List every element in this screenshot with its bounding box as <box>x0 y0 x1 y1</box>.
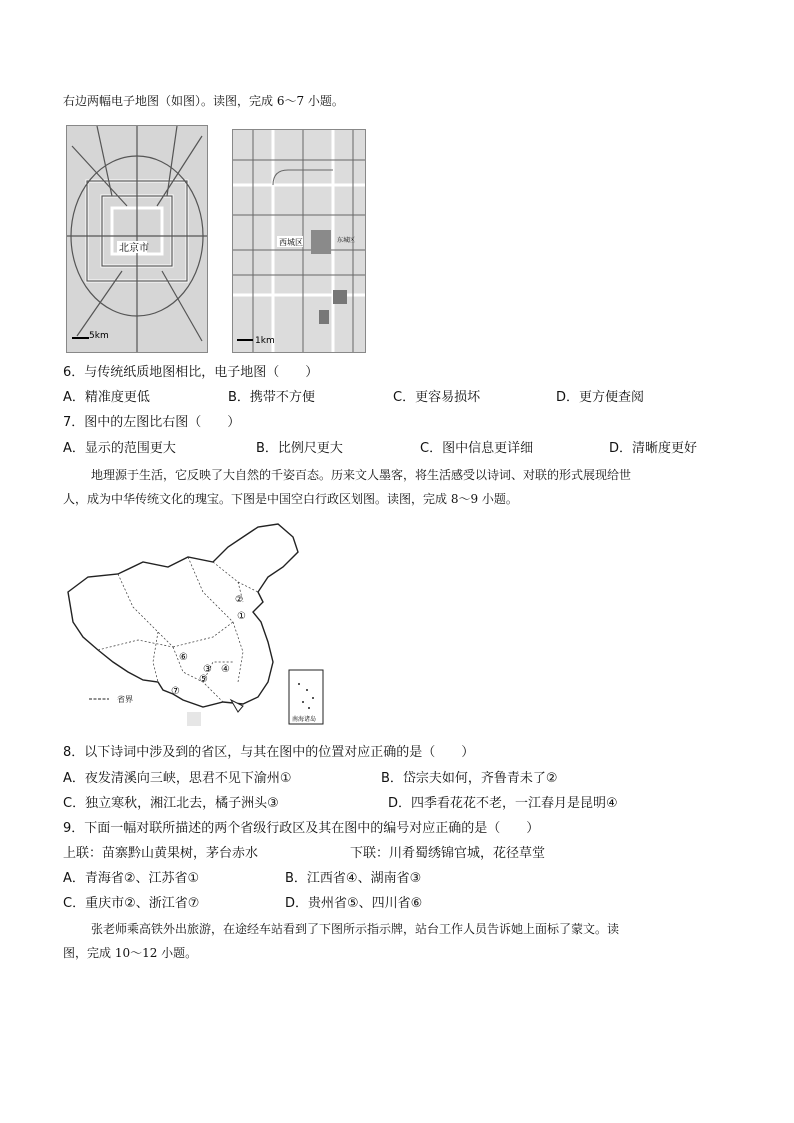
beijing-map-left-graphic <box>67 126 207 352</box>
q9-stem: 9．下面一幅对联所描述的两个省级行政区及其在图中的编号对应正确的是（ ） <box>63 821 540 836</box>
q9-option-d: D．贵州省⑤、四川省⑥ <box>285 896 423 911</box>
q9-couplet-down: 下联：川肴蜀绣锦官城，花径草堂 <box>350 846 546 861</box>
map-right-district-label2: 东城区 <box>337 237 356 244</box>
q8-option-d: D．四季看花花不老，一江春月是昆明④ <box>388 796 618 811</box>
china-map-inset-label: 南海诸岛 <box>292 716 317 723</box>
q8-option-b: B．岱宗夫如何，齐鲁青未了② <box>381 771 558 786</box>
map-left-scale: 5km <box>89 331 109 341</box>
q9-option-a: A．青海省②、江苏省① <box>63 871 200 886</box>
china-map-marker-5: ⑤ <box>199 674 208 685</box>
china-map-legend: 省界 <box>117 695 133 704</box>
map-right-scale: 1km <box>255 336 275 346</box>
intro-10-12-line1: 张老师乘高铁外出旅游，在途经车站看到了下图所示指示牌，站台工作人员告诉她上面标了蒙文。读 <box>91 922 620 936</box>
china-map-marker-4: ④ <box>221 664 230 675</box>
q8-option-c: C．独立寒秋，湘江北去，橘子洲头③ <box>63 796 279 811</box>
q8-stem: 8．以下诗词中涉及到的省区，与其在图中的位置对应正确的是（ ） <box>63 745 475 760</box>
intro-10-12-line2: 图，完成 10～12 小题。 <box>63 946 198 960</box>
q7-option-a: A．显示的范围更大 <box>63 441 176 456</box>
q6-option-d: D．更方便查阅 <box>556 390 645 405</box>
china-map-marker-2: ② <box>235 595 244 605</box>
q6-option-a: A．精准度更低 <box>63 390 150 405</box>
q7-option-c: C．图中信息更详细 <box>420 441 534 456</box>
q6-option-b: B．携带不方便 <box>228 390 315 405</box>
china-map-marker-3: ③ <box>203 664 212 675</box>
china-map-marker-1: ① <box>237 611 246 622</box>
china-map-marker-6: ⑥ <box>179 652 188 663</box>
q8-option-a: A．夜发清溪向三峡，思君不见下渝州① <box>63 771 292 786</box>
q7-stem: 7．图中的左图比右图（ ） <box>63 415 241 430</box>
china-map <box>63 522 333 732</box>
intro-8-9-line1: 地理源于生活，它反映了大自然的千姿百态。历来文人墨客，将生活感受以诗词、对联的形式展现给世 <box>91 468 632 482</box>
q9-option-c: C．重庆市②、浙江省⑦ <box>63 896 200 911</box>
q6-stem: 6．与传统纸质地图相比，电子地图（ ） <box>63 365 319 380</box>
china-map-graphic <box>63 522 333 732</box>
china-map-marker-7: ⑦ <box>171 686 180 697</box>
q6-option-c: C．更容易损坏 <box>393 390 481 405</box>
map-right-district-label: 西城区 <box>279 238 303 247</box>
beijing-map-right <box>232 129 366 353</box>
q9-couplet-up: 上联：苗寨黔山黄果树，茅台赤水 <box>63 846 259 861</box>
beijing-map-right-graphic <box>233 130 365 352</box>
q9-option-b: B．江西省④、湖南省③ <box>285 871 422 886</box>
intro-8-9-line2: 人，成为中华传统文化的瑰宝。下图是中国空白行政区划图。读图，完成 8～9 小题。 <box>63 492 518 506</box>
map-left-city-label: 北京市 <box>119 243 149 254</box>
q7-option-d: D．清晰度更好 <box>609 441 698 456</box>
intro-6-7: 右边两幅电子地图（如图）。读图，完成 6～7 小题。 <box>63 94 344 108</box>
beijing-map-left <box>66 125 208 353</box>
q7-option-b: B．比例尺更大 <box>256 441 343 456</box>
